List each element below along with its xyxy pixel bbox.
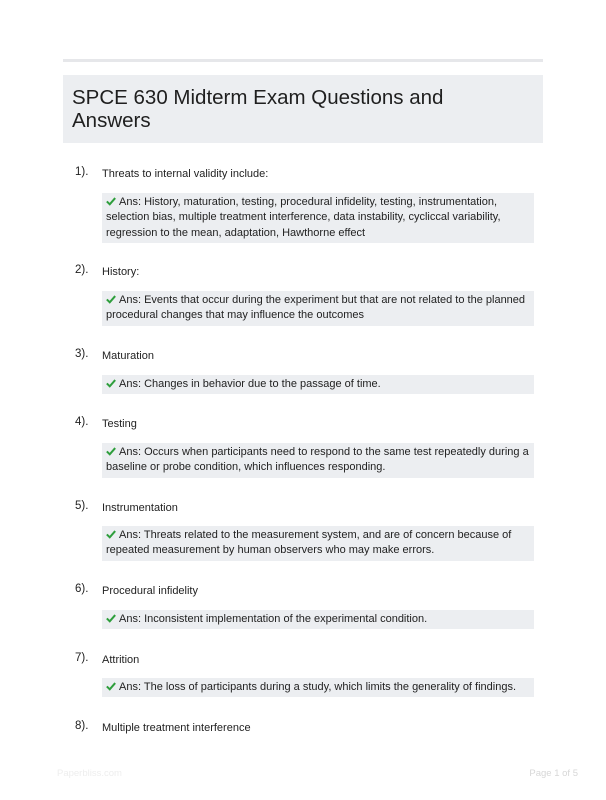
checkmark-icon <box>106 446 116 456</box>
question-text: Multiple treatment interference <box>102 722 251 734</box>
checkmark-icon <box>106 294 116 304</box>
question-text: Procedural infidelity <box>102 585 198 597</box>
checkmark-icon <box>106 681 116 691</box>
title-box <box>63 75 543 143</box>
question-number: 8). <box>75 720 89 732</box>
answer-box <box>102 526 534 561</box>
answer-text: Ans: Inconsistent implementation of the experimental condition. <box>119 613 428 625</box>
page-indicator: Page 1 of 5 <box>529 768 578 779</box>
question-text: History: <box>102 266 140 278</box>
answer-text: Ans: Threats related to the measurement system, and are of concern because of repeated measurement by human observers who may make errors. <box>106 529 512 557</box>
question-number: 7). <box>75 652 89 664</box>
checkmark-icon <box>106 378 116 388</box>
page-title: SPCE 630 Midterm Exam Questions and Answers <box>72 86 444 132</box>
answer-text: Ans: Changes in behavior due to the passage of time. <box>119 378 381 390</box>
top-rule <box>63 59 543 62</box>
question-text: Instrumentation <box>102 502 178 514</box>
question-number: 4). <box>75 416 89 428</box>
checkmark-icon <box>106 613 116 623</box>
answer-box <box>102 443 534 478</box>
answer-box <box>102 375 534 394</box>
answer-box <box>102 610 534 629</box>
answer-text: Ans: Occurs when participants need to respond to the same test repeatedly during a baseline or probe condition, which influences responding. <box>106 446 529 474</box>
answer-text: Ans: History, maturation, testing, procedural infidelity, testing, instrumentation, selection bias, multiple treatment interference, data instability, cycliccal variability, regression to the mean, adaptation, Hawthorne effect <box>106 196 501 239</box>
question-text: Threats to internal validity include: <box>102 168 269 180</box>
answer-box <box>102 193 534 243</box>
question-text: Maturation <box>102 350 154 362</box>
answer-box <box>102 291 534 326</box>
question-number: 5). <box>75 500 89 512</box>
answer-text: Ans: Events that occur during the experiment but that are not related to the planned procedural changes that may influence the outcomes <box>106 294 526 322</box>
question-number: 6). <box>75 583 89 595</box>
checkmark-icon <box>106 196 116 206</box>
question-number: 3). <box>75 348 89 360</box>
answer-box <box>102 678 534 697</box>
checkmark-icon <box>106 529 116 539</box>
question-text: Attrition <box>102 654 140 666</box>
question-number: 1). <box>75 166 89 178</box>
question-text: Testing <box>102 418 137 430</box>
question-number: 2). <box>75 264 89 276</box>
footer-watermark: Paperbliss.com <box>57 768 122 779</box>
answer-text: Ans: The loss of participants during a study, which limits the generality of findings. <box>119 681 517 693</box>
